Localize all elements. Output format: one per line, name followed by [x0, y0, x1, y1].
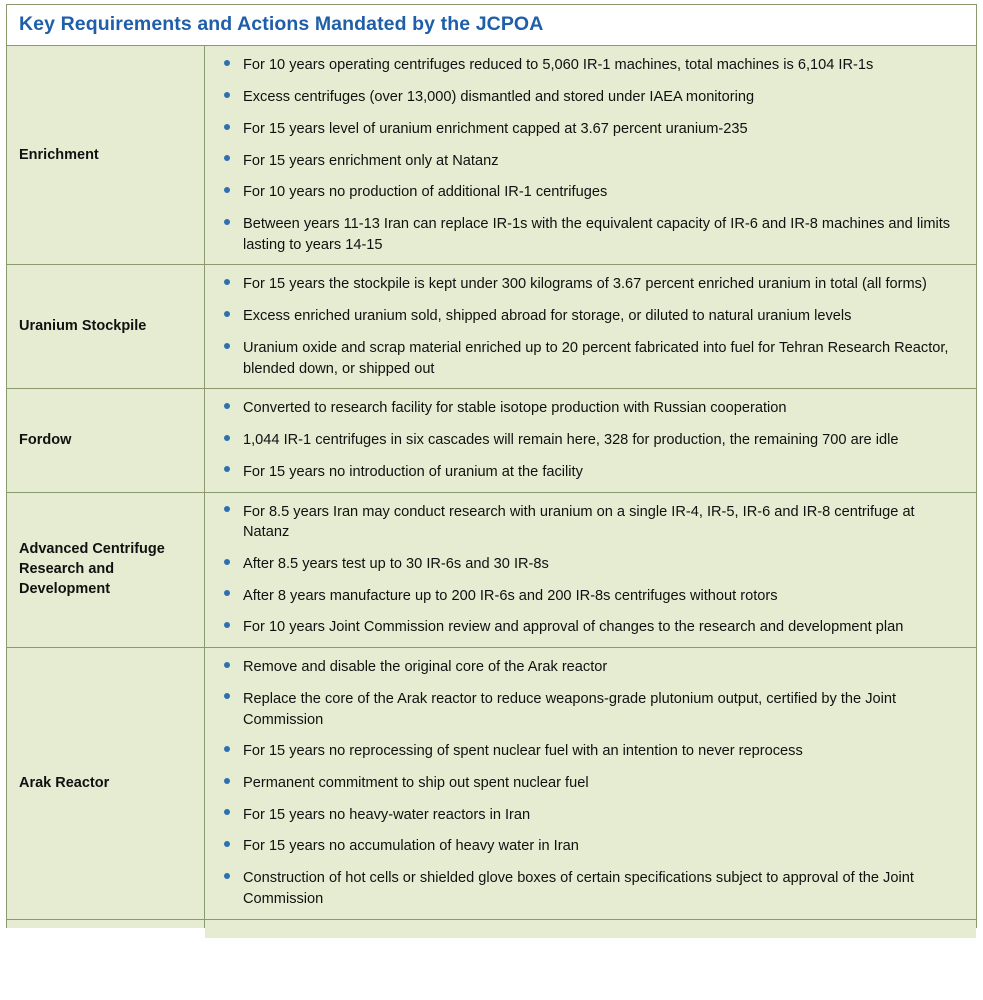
- bullet-icon: [224, 506, 230, 512]
- list-item-text: Converted to research facility for stable isotope production with Russian cooperation: [243, 400, 787, 417]
- list-item-text: For 10 years operating centrifuges reduced to 5,060 IR-1 machines, total machines is 6,104 IR-1s: [243, 57, 874, 74]
- list-item: [211, 586, 962, 607]
- category-cell-arak-reactor: [7, 648, 205, 918]
- bullet-icon: [224, 403, 230, 409]
- list-item-text: Between years 11-13 Iran can replace IR-1s with the equivalent capacity of IR-6 and IR-8 machines and limits lasting to years 14-15: [243, 216, 951, 253]
- list-item-text: For 8.5 years Iran may conduct research with uranium on a single IR-4, IR-5, IR-6 and IR-8 centrifuge at Natanz: [243, 503, 915, 541]
- table-row: [7, 46, 976, 265]
- list-item: [211, 306, 962, 327]
- list-item: [211, 657, 962, 678]
- list-item-text: For 15 years no accumulation of heavy water in Iran: [243, 838, 579, 855]
- list-item-text: Uranium oxide and scrap material enriched up to 20 percent fabricated into fuel for Tehran Research Reactor, blended down, or shipped out: [243, 339, 949, 377]
- category-cell-fordow: [7, 389, 205, 491]
- list-item: [211, 773, 962, 794]
- table-row-partial: [7, 920, 976, 928]
- list-item: [211, 398, 962, 419]
- bullet-icon: [224, 279, 230, 285]
- list-item-text: 1,044 IR-1 centrifuges in six cascades will remain here, 328 for production, the remaining 700 are idle: [243, 432, 899, 449]
- list-item: [211, 119, 962, 140]
- list-item-text: For 15 years the stockpile is kept under 300 kilograms of 3.67 percent enriched uranium in total (all forms): [243, 276, 927, 293]
- list-item: [211, 462, 962, 483]
- jcpoa-requirements-table: [6, 4, 977, 928]
- bullet-icon: [224, 219, 230, 225]
- category-cell-advanced-centrifuge-rd: [7, 493, 205, 648]
- bullet-icon: [224, 746, 230, 752]
- requirements-list: [211, 502, 962, 639]
- category-label: Arak Reactor: [19, 774, 110, 791]
- list-item-text: Excess centrifuges (over 13,000) dismantled and stored under IAEA monitoring: [243, 89, 755, 106]
- bullet-icon: [224, 841, 230, 847]
- table-row: [7, 265, 976, 389]
- requirements-list: [211, 398, 962, 482]
- page-title: Key Requirements and Actions Mandated by the JCPOA: [19, 13, 544, 35]
- bullet-icon: [224, 778, 230, 784]
- category-cell-enrichment: [7, 46, 205, 264]
- bullet-icon: [224, 60, 230, 66]
- requirements-list: [211, 657, 962, 909]
- list-item: [211, 805, 962, 826]
- bullet-icon: [224, 559, 230, 565]
- list-item-text: For 15 years no heavy-water reactors in Iran: [243, 806, 531, 823]
- list-item: [211, 868, 962, 909]
- bullet-icon: [224, 662, 230, 668]
- list-item: [211, 430, 962, 451]
- requirements-cell-uranium-stockpile: [205, 265, 976, 388]
- list-item: [211, 741, 962, 762]
- bullet-icon: [224, 187, 230, 193]
- bullet-icon: [224, 435, 230, 441]
- table-row: [7, 648, 976, 919]
- requirements-cell-partial: [205, 920, 976, 938]
- requirements-list: [211, 55, 962, 255]
- category-label: Uranium Stockpile: [19, 318, 147, 335]
- list-item-text: For 15 years no introduction of uranium at the facility: [243, 463, 583, 480]
- list-item-text: Excess enriched uranium sold, shipped abroad for storage, or diluted to natural uranium levels: [243, 308, 852, 325]
- list-item-text: Replace the core of the Arak reactor to reduce weapons-grade plutonium output, certified by the Joint Commission: [243, 690, 897, 728]
- table-row: [7, 493, 976, 649]
- category-cell-uranium-stockpile: [7, 265, 205, 388]
- category-label: Fordow: [19, 431, 72, 448]
- bullet-icon: [224, 124, 230, 130]
- requirements-cell-advanced-centrifuge-rd: [205, 493, 976, 648]
- list-item-text: After 8 years manufacture up to 200 IR-6s and 200 IR-8s centrifuges without rotors: [243, 587, 778, 604]
- requirements-cell-fordow: [205, 389, 976, 491]
- category-label: Advanced Centrifuge Research and Development: [19, 541, 165, 597]
- list-item-text: Permanent commitment to ship out spent nuclear fuel: [243, 774, 589, 791]
- list-item: [211, 274, 962, 295]
- bullet-icon: [224, 311, 230, 317]
- list-item-text: For 10 years no production of additional IR-1 centrifuges: [243, 184, 608, 201]
- list-item: [211, 151, 962, 172]
- requirements-list: [211, 274, 962, 379]
- bullet-icon: [224, 466, 230, 472]
- list-item-text: For 15 years enrichment only at Natanz: [243, 152, 499, 169]
- list-item-text: For 10 years Joint Commission review and approval of changes to the research and development plan: [243, 619, 904, 636]
- list-item: [211, 836, 962, 857]
- list-item: [211, 55, 962, 76]
- bullet-icon: [224, 92, 230, 98]
- list-item: [211, 617, 962, 638]
- list-item: [211, 689, 962, 730]
- list-item-text: After 8.5 years test up to 30 IR-6s and 30 IR-8s: [243, 555, 549, 572]
- list-item: [211, 214, 962, 255]
- list-item: [211, 502, 962, 543]
- list-item: [211, 554, 962, 575]
- table-title-row: [7, 5, 976, 46]
- table-row: [7, 389, 976, 492]
- list-item-text: For 15 years level of uranium enrichment capped at 3.67 percent uranium-235: [243, 120, 748, 137]
- bullet-icon: [224, 622, 230, 628]
- requirements-cell-arak-reactor: [205, 648, 976, 918]
- list-item-text: For 15 years no reprocessing of spent nuclear fuel with an intention to never reprocess: [243, 743, 803, 760]
- bullet-icon: [224, 590, 230, 596]
- bullet-icon: [224, 809, 230, 815]
- requirements-cell-enrichment: [205, 46, 976, 264]
- list-item: [211, 87, 962, 108]
- bullet-icon: [224, 873, 230, 879]
- list-item-text: Construction of hot cells or shielded glove boxes of certain specifications subject to approval of the Joint Commission: [243, 870, 914, 907]
- category-label: Enrichment: [19, 146, 99, 163]
- list-item: [211, 338, 962, 379]
- list-item-text: Remove and disable the original core of the Arak reactor: [243, 659, 608, 676]
- bullet-icon: [224, 155, 230, 161]
- category-cell-partial: [7, 920, 205, 928]
- list-item: [211, 182, 962, 203]
- bullet-icon: [224, 693, 230, 699]
- bullet-icon: [224, 343, 230, 349]
